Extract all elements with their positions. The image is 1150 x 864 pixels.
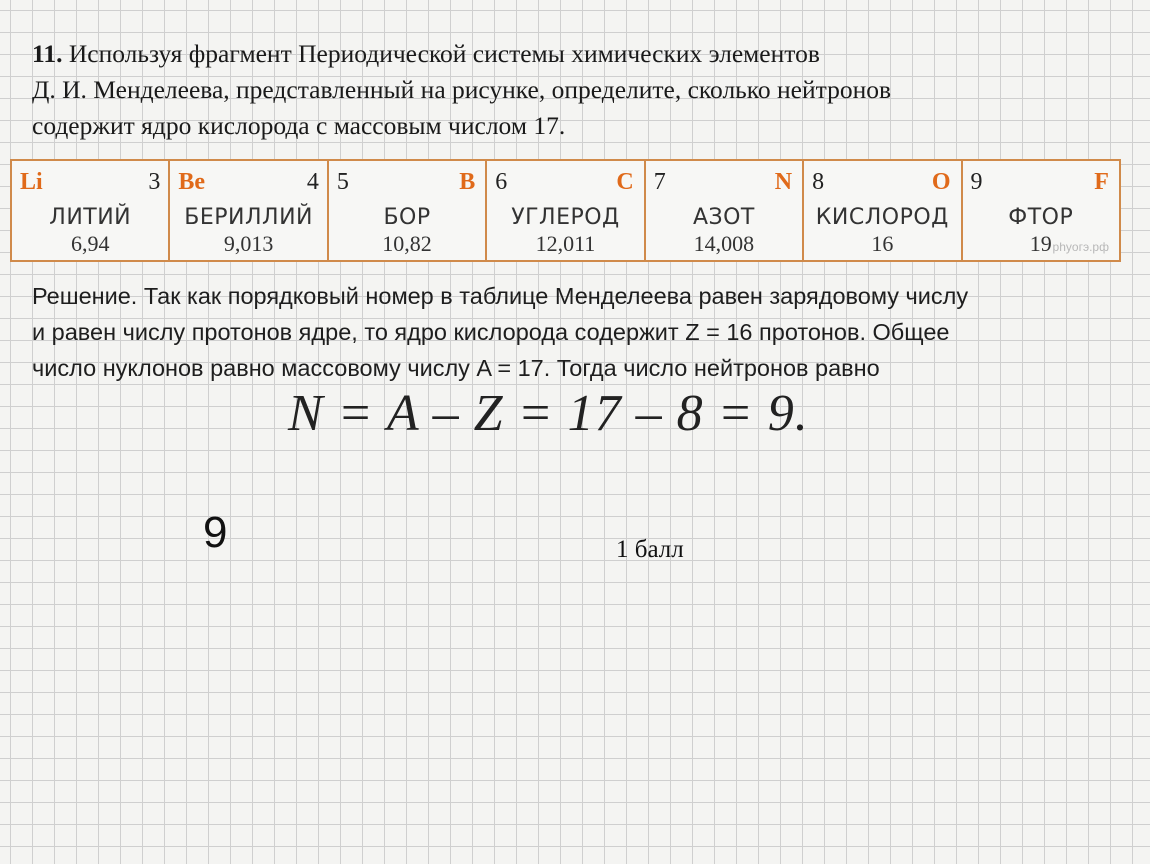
question-line-3: содержит ядро кислорода с массовым числом 17. (32, 111, 566, 140)
solution-line-3: число нуклонов равно массовому числу A = 17. Тогда число нейтронов равно (32, 355, 880, 381)
element-name: УГЛЕРОД (511, 205, 620, 230)
element-symbol: C (616, 169, 634, 195)
element-name: ЛИТИЙ (49, 205, 132, 230)
element-cell-o (804, 161, 962, 260)
element-symbol: B (459, 169, 476, 195)
element-symbol: Li (20, 169, 43, 195)
element-number: 7 (653, 169, 666, 195)
question-line-1 (32, 36, 1072, 72)
element-symbol: Be (178, 169, 206, 195)
element-mass: 6,94 (70, 231, 110, 256)
solution-line-1: Решение. Так как порядковый номер в таблице Менделеева равен зарядовому числу (32, 283, 969, 309)
question-line-2: Д. И. Менделеева, представленный на рисунке, определите, сколько нейтронов (32, 75, 892, 104)
element-mass: 9,013 (223, 231, 274, 256)
element-name: ФТОР (1008, 205, 1074, 230)
element-number: 6 (495, 169, 508, 195)
element-number: 3 (148, 169, 161, 195)
element-mass: 19 (1029, 231, 1052, 256)
neutron-formula: N = A – Z = 17 – 8 = 9. (288, 385, 809, 442)
element-cell-n (646, 161, 804, 260)
score-label: 1 балл (616, 536, 684, 563)
element-mass: 16 (871, 231, 894, 256)
periodic-table-fragment (10, 159, 1121, 262)
element-mass: 14,008 (693, 231, 755, 256)
element-number: 5 (336, 169, 349, 195)
question-number: 11. (32, 39, 63, 68)
element-name: КИСЛОРОД (815, 205, 949, 230)
element-cell-b (329, 161, 487, 260)
element-cell-f (963, 161, 1119, 260)
element-number: 9 (970, 169, 983, 195)
watermark: рhyoгэ.рф (1052, 240, 1109, 254)
question-text (32, 36, 1072, 144)
element-name: АЗОТ (692, 205, 755, 230)
element-cell-li (12, 161, 170, 260)
element-mass: 12,011 (535, 231, 596, 256)
element-cell-c (487, 161, 645, 260)
element-mass: 10,82 (382, 231, 432, 256)
element-cell-be (170, 161, 328, 260)
solution-text (32, 278, 1092, 386)
question-line-1-text: Используя фрагмент Периодической системы химических элементов (68, 39, 820, 68)
element-number: 4 (306, 169, 319, 195)
solution-line-2: и равен числу протонов ядре, то ядро кислорода содержит Z = 16 протонов. Общее (32, 319, 950, 345)
element-name: БОР (383, 205, 431, 230)
answer-value: 9 (203, 508, 228, 557)
element-symbol: F (1094, 169, 1109, 195)
element-symbol: O (931, 169, 951, 195)
element-name: БЕРИЛЛИЙ (184, 205, 313, 230)
element-number: 8 (812, 169, 825, 195)
element-symbol: N (774, 169, 793, 195)
